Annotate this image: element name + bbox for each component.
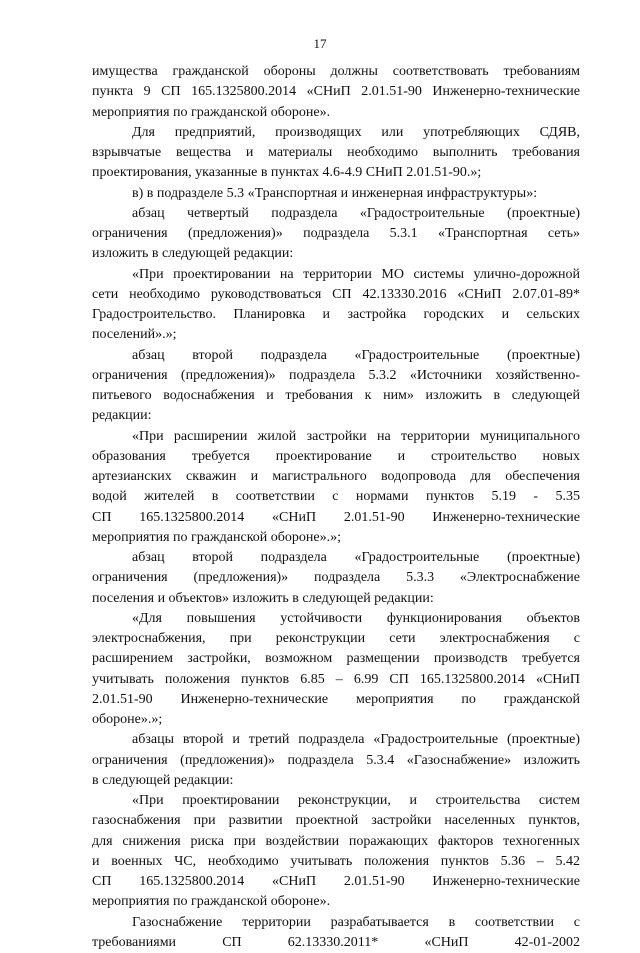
text-line: «При проектировании на территории МО системы улично-дорожной xyxy=(132,266,580,282)
text-line: Газоснабжение территории разрабатывается в соответствии с xyxy=(132,914,580,930)
text-line: обороне».»; xyxy=(92,712,163,727)
text-line: расширением застройки, возможном размещении производств требуется xyxy=(92,651,580,667)
text-line: «При проектировании реконструкции, и строительства систем xyxy=(132,793,580,808)
text-line: электроснабжения, при реконструкции сети электроснабжения с xyxy=(92,631,580,646)
page-number: 17 xyxy=(313,36,327,51)
text-line: абзац второй подраздела «Градостроительные (проектные) xyxy=(132,550,580,565)
text-line: ограничения (предложения)» подраздела 5.3.4 «Газоснабжение» изложить xyxy=(92,752,580,768)
text-line: газоснабжения при развитии проектной застройки населенных пунктов, xyxy=(92,813,580,829)
text-line: артезианских скважин и магистрального водопровода для обеспечения xyxy=(92,469,580,484)
text-line: образования требуется проектирование и строительство новых xyxy=(92,448,580,464)
text-line: редакции: xyxy=(92,408,152,424)
text-line: «При расширении жилой застройки на территории муниципального xyxy=(132,428,580,444)
text-line: 2.01.51-90 Инженерно-технические мероприятия по гражданской xyxy=(92,691,580,707)
text-line: абзац четвертый подраздела «Градостроительные (проектные) xyxy=(132,205,580,221)
text-line: в) в подразделе 5.3 «Транспортная и инженерная инфраструктуры»: xyxy=(132,185,538,201)
text-line: и военных ЧС, необходимо учитывать положения пунктов 5.36 – 5.42 xyxy=(92,853,580,869)
text-line: проектирования, указанные в пунктах 4.6-4.9 СНиП 2.01.51-90.»; xyxy=(92,165,482,181)
text-line: имущества гражданской обороны должны соответствовать требованиям xyxy=(92,64,580,79)
text-line: поселений».»; xyxy=(92,327,177,343)
text-line: требованиями СП 62.13330.2011* «СНиП 42-01-2002 xyxy=(92,934,580,950)
text-line: ограничения (предложения)» подраздела 5.3.3 «Электроснабжение xyxy=(92,570,580,586)
text-line: сети необходимо руководствоваться СП 42.13330.2016 «СНиП 2.07.01-89* xyxy=(92,286,580,302)
text-line: «Для повышения устойчивости функционирования объектов xyxy=(132,610,580,626)
text-line: СП 165.1325800.2014 «СНиП 2.01.51-90 Инженерно-технические xyxy=(92,509,580,525)
text-line: для снижения риска при воздействии поражающих факторов техногенных xyxy=(92,833,580,849)
text-line: водой жителей в соответствии с нормами пунктов 5.19 - 5.35 xyxy=(92,489,580,505)
text-line: изложить в следующей редакции: xyxy=(92,246,294,262)
text-line: Градостроительство. Планировка и застройка городских и сельских xyxy=(92,307,580,322)
text-line: мероприятия по гражданской обороне». xyxy=(92,104,331,120)
text-line: Для предприятий, производящих или употребляющих СДЯВ, xyxy=(132,124,580,140)
text-line: взрывчатые вещества и материалы необходимо выполнить требования xyxy=(92,145,580,160)
text-line: поселения и объектов» изложить в следующей редакции: xyxy=(92,590,434,606)
document-body xyxy=(92,62,580,953)
text-line: ограничения (предложения)» подраздела 5.3.1 «Транспортная сеть» xyxy=(92,226,580,241)
text-line: абзац второй подраздела «Градостроительные (проектные) xyxy=(132,347,580,363)
text-line: абзацы второй и третий подраздела «Градостроительные (проектные) xyxy=(132,732,580,748)
text-line: мероприятия по гражданской обороне».»; xyxy=(92,529,342,545)
text-line: учитывать положения пунктов 6.85 – 6.99 СП 165.1325800.2014 «СНиП xyxy=(92,671,580,687)
text-line: пункта 9 СП 165.1325800.2014 «СНиП 2.01.51-90 Инженерно-технические xyxy=(92,84,580,100)
text-line: мероприятия по гражданской обороне». xyxy=(92,894,331,910)
text-line: ограничения (предложения)» подраздела 5.3.2 «Источники хозяйственно- xyxy=(92,367,580,383)
text-line: СП 165.1325800.2014 «СНиП 2.01.51-90 Инженерно-технические xyxy=(92,874,580,889)
text-line: питьевого водоснабжения и требования к ним» изложить в следующей xyxy=(92,388,580,403)
text-line: в следующей редакции: xyxy=(92,772,234,788)
